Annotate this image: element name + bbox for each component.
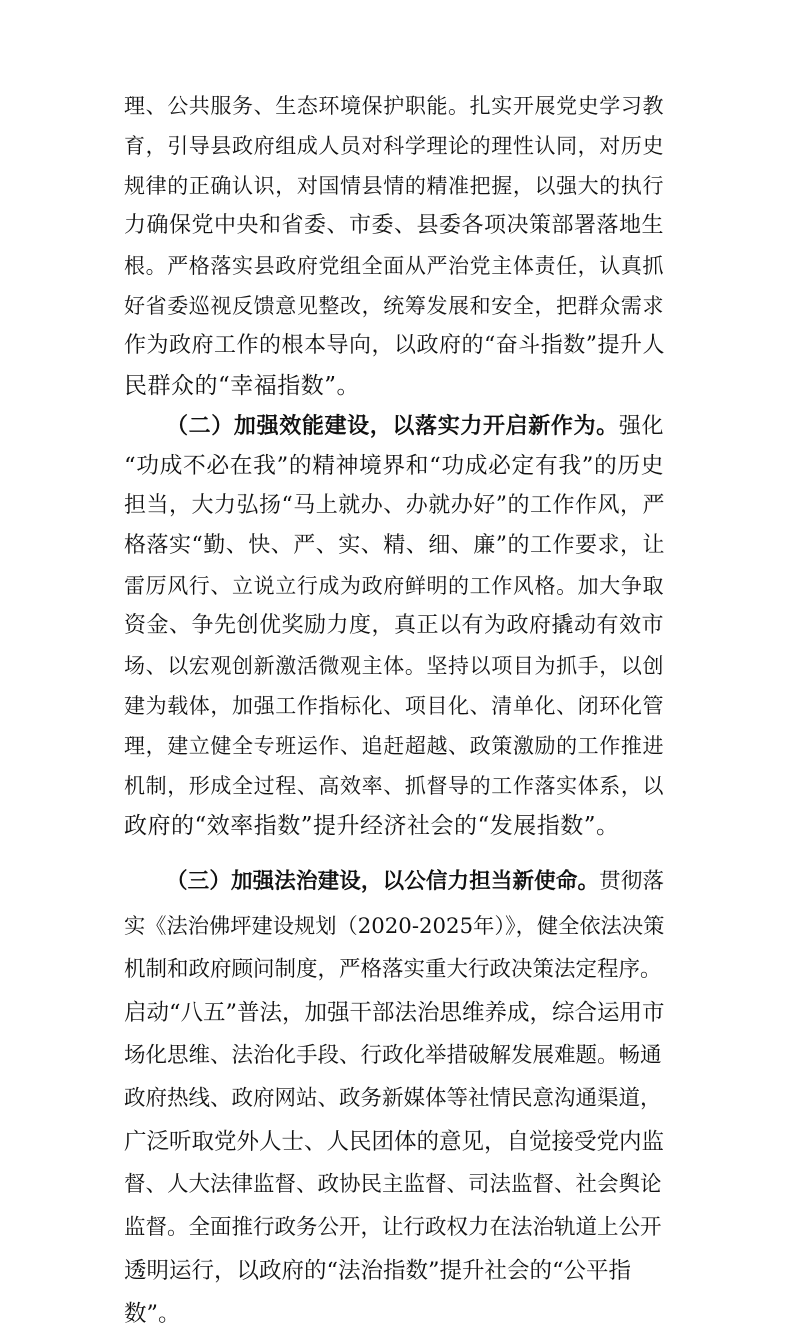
- text-line: 启动“八五”普法，加强干部法治思维养成，综合运用市: [124, 1000, 665, 1026]
- text-line: 透明运行，以政府的“法治指数”提升社会的“公平指: [124, 1258, 632, 1284]
- text-line: 力确保党中央和省委、市委、县委各项决策部署落地生: [124, 213, 665, 238]
- text-line: 政府的“效率指数”提升经济社会的“发展指数”。: [124, 813, 620, 839]
- text-line: 广泛听取党外人士、人民团体的意见，自觉接受党内监: [124, 1129, 665, 1155]
- text-line: 理、公共服务、生态环境保护职能。扎实开展党史学习教: [124, 94, 664, 118]
- text-line: 根。严格落实县政府党组全面从严治党主体责任，认真抓: [124, 254, 664, 278]
- text-line: 担当，大力弘扬“马上就办、办就办好”的工作作风，严: [124, 493, 665, 518]
- text-line: “功成不必在我”的精神境界和“功成必定有我”的历史: [124, 453, 664, 479]
- text-fragment: 贯彻落: [599, 869, 664, 894]
- text-line: 数”。: [124, 1301, 181, 1327]
- section-heading: （二）加强效能建设，以落实力开启新作为。: [166, 413, 619, 439]
- text-line: 资金、争先创优奖励力度，真正以有为政府撬动有效市: [124, 613, 665, 638]
- text-line: 实《法治佛坪建设规划（2020-2025年）》，健全依法决策: [124, 914, 665, 939]
- text-line: 民群众的“幸福指数”。: [124, 373, 361, 399]
- section-heading-line: [124, 865, 664, 899]
- text-line: 格落实“勤、快、严、实、精、细、廉”的工作要求，让: [124, 533, 665, 558]
- text-line: 机制，形成全过程、高效率、抓督导的工作落实体系，以: [124, 774, 664, 798]
- section-heading: （三）加强法治建设，以公信力担当新使命。: [166, 869, 600, 894]
- text-line: 作为政府工作的根本导向，以政府的“奋斗指数”提升人: [124, 333, 665, 358]
- text-line: 监督。全面推行政务公开，让行政权力在法治轨道上公开: [124, 1215, 662, 1240]
- text-line: 场、以宏观创新激活微观主体。坚持以项目为抓手，以创: [124, 654, 664, 678]
- text-line: 督、人大法律监督、政协民主监督、司法监督、社会舆论: [124, 1172, 662, 1197]
- text-line: 政府热线、政府网站、政务新媒体等社情民意沟通渠道，: [124, 1086, 662, 1111]
- text-line: 雷厉风行、立说立行成为政府鲜明的工作风格。加大争取: [124, 574, 664, 598]
- text-line: 好省委巡视反馈意见整改，统筹发展和安全，把群众需求: [124, 294, 664, 318]
- text-fragment: 强化: [618, 414, 664, 439]
- text-line: 机制和政府顾问制度，严格落实重大行政决策法定程序。: [124, 957, 662, 982]
- text-line: 理，建立健全专班运作、追赶超越、政策激励的工作推进: [124, 734, 664, 758]
- text-line: 建为载体，加强工作指标化、项目化、清单化、闭环化管: [124, 694, 664, 718]
- text-line: 规律的正确认识，对国情县情的精准把握，以强大的执行: [124, 174, 664, 198]
- section-heading-line: [124, 409, 664, 444]
- text-line: 育，引导县政府组成人员对科学理论的理性认同，对历史: [124, 134, 664, 158]
- text-line: 场化思维、法治化手段、行政化举措破解发展难题。畅通: [124, 1043, 662, 1068]
